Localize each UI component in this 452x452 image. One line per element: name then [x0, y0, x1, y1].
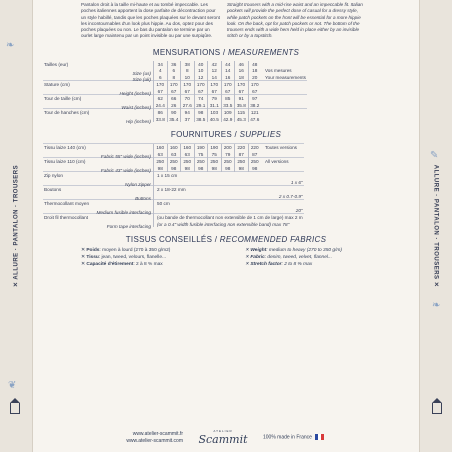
value-cell: 70 — [181, 95, 195, 102]
size-cell: 6 — [154, 74, 168, 81]
supply-row — [43, 158, 304, 165]
brand-name: Scammit — [198, 433, 248, 446]
fabrics-fr — [81, 248, 231, 268]
value-cell: 47.6 — [248, 116, 261, 123]
size-cell: 44 — [221, 61, 235, 68]
value-cell: 27.6 — [181, 102, 195, 109]
value-cell: 74 — [194, 95, 208, 102]
value-cell: 86 — [154, 109, 168, 116]
size-cell: 18 — [248, 67, 261, 74]
note-cell: All versions — [261, 158, 304, 165]
fabric-value: : 2 à 8 % max — [133, 261, 163, 267]
value-cell: 170 — [248, 81, 261, 88]
fabric-value: : denim, tweed, velvet, flannel... — [264, 255, 332, 261]
brand-small: ATELIER — [213, 429, 233, 433]
note-cell — [261, 102, 307, 109]
fabrics-title: TISSUS CONSEILLÉS / RECOMMENDED FABRICS — [125, 235, 327, 245]
value-cell: 35.4 — [167, 116, 181, 123]
label-text: Tissu laize 110 (cm) — [44, 159, 86, 165]
size-cell: 42 — [208, 61, 222, 68]
value-cell: 250 — [194, 158, 208, 165]
fabrics-section — [33, 235, 419, 268]
value-cell: 37 — [181, 116, 195, 123]
value-cell: 87 — [248, 151, 261, 158]
note-cell — [261, 81, 307, 88]
size-cell: 40 — [194, 61, 208, 68]
label-text: Zip nylon — [44, 173, 64, 179]
label-sub: Size (uk) — [132, 77, 151, 83]
supplies-title: FOURNITURES / SUPPLIES — [170, 130, 282, 140]
label-text: Tissu laize 140 (cm) — [44, 145, 86, 151]
fabric-item — [245, 262, 395, 269]
value-cell: 250 — [208, 158, 222, 165]
value-cell: 170 — [154, 81, 168, 88]
value-cell: 250 — [221, 158, 235, 165]
size-cell: 14 — [221, 67, 235, 74]
size-cell: 16 — [235, 67, 249, 74]
supply-text: (or a 0.4" width fusible interfacing non extensible band) max 78" — [154, 221, 304, 228]
note-cell — [261, 88, 307, 95]
note-cell: Your measurements — [265, 74, 306, 80]
supply-row — [43, 193, 304, 200]
row-label — [43, 221, 154, 228]
left-margin — [0, 0, 33, 452]
value-cell: 67 — [221, 88, 235, 95]
france-flag-icon — [315, 434, 324, 440]
value-cell: 98 — [194, 165, 208, 172]
fabric-value: : jean, tweed, velours, flanelle... — [98, 255, 167, 261]
cross-icon: ✕ — [245, 261, 251, 267]
supply-row — [43, 207, 304, 214]
value-cell: 38.5 — [194, 116, 208, 123]
label-text: Fabric 43" wide (inches) — [100, 168, 151, 174]
footer — [33, 429, 419, 446]
value-cell: 45.3 — [235, 116, 249, 123]
row-label — [43, 158, 154, 165]
size-cell: 16 — [221, 74, 235, 81]
table-row — [43, 81, 307, 88]
value-cell: 67 — [194, 88, 208, 95]
fabric-item — [81, 262, 231, 269]
row-label — [43, 151, 154, 158]
row-label — [43, 186, 154, 193]
label-text: Form tape interfacing — [106, 224, 151, 230]
fabric-value: : medium to heavy (270 to 350 g/m) — [266, 248, 342, 254]
table-row — [43, 88, 307, 95]
measurements-section — [33, 48, 419, 123]
intro-en: Straight trousers with a mid-rise waist and an impeccable fit. Italian pockets will provide the perfect dose of casual for a dressy style, while patch pockets on the front will be essential for a more hippie look. On the back, opt for patch pockets or not. The bottom of the trousers ends with a wide hem held in place either by an invisible stitch or by a topstitch. — [227, 2, 363, 39]
cross-icon: ✕ — [245, 248, 251, 254]
value-cell: 160 — [154, 144, 168, 151]
supply-text: 2 x 18-22 mm — [154, 186, 304, 193]
row-label — [43, 95, 154, 102]
fabric-key: Weight — [250, 248, 267, 254]
value-cell: 98 — [235, 165, 249, 172]
value-cell: 79 — [221, 151, 235, 158]
size-cell: 10 — [194, 67, 208, 74]
supply-row — [43, 214, 304, 221]
label-text: Nylon zipper — [124, 182, 151, 188]
label-text: Thermocollant moyen — [44, 201, 90, 207]
value-cell: 220 — [248, 144, 261, 151]
value-cell: 250 — [248, 158, 261, 165]
size-cell: 20 — [248, 74, 261, 81]
value-cell: 250 — [154, 158, 168, 165]
value-cell: 200 — [221, 144, 235, 151]
value-cell: 40.5 — [208, 116, 222, 123]
value-cell: 66 — [167, 95, 181, 102]
value-cell: 170 — [221, 81, 235, 88]
value-cell: 38.2 — [248, 102, 261, 109]
row-label — [43, 214, 154, 221]
size-cell: 34 — [154, 61, 168, 68]
website-fr-link[interactable]: www.atelier-scammit.fr — [132, 430, 183, 437]
value-cell: 33.8 — [154, 116, 168, 123]
supply-row — [43, 179, 304, 186]
value-cell: 63 — [181, 151, 195, 158]
left-side-label: ✕ ALLURE · PANTALON · TROUSERS — [13, 164, 20, 288]
row-label — [43, 193, 154, 200]
table-row — [43, 109, 307, 116]
value-cell: 98 — [181, 165, 195, 172]
value-cell: 63 — [154, 151, 168, 158]
value-cell: 98 — [167, 165, 181, 172]
intro-fr: Pantalon droit à la taille mi-haute et au tombé impeccable. Les poches italiennes apportent la dose parfaite de décontraction pour un style habillé, tandis que les poches plaquées sur le devant seront les incontournables d'un look plus hippie. Au dos, optez pour des poches plaquées ou non. Le bas du pantalon se termine par un ourlet large maintenu par un point invisible ou par une surpiqûre. — [81, 2, 220, 39]
label-sub: Size (us) — [132, 70, 151, 76]
bird-icon: ✎ — [430, 150, 439, 161]
label-text: Boutons — [44, 187, 62, 193]
supply-text: 2 x 0.7-0.9" — [154, 193, 304, 200]
value-cell: 67 — [248, 88, 261, 95]
fabric-key: Capacité d'étirement — [86, 261, 134, 267]
note-cell — [261, 151, 304, 158]
label-text: Hip (inches) — [125, 119, 151, 125]
website-com-link[interactable]: www.atelier-scammit.com — [126, 437, 183, 444]
value-cell: 170 — [235, 81, 249, 88]
fabric-lists — [33, 248, 419, 268]
intro — [33, 0, 419, 40]
fabric-key: Fabric — [250, 255, 265, 261]
row-label — [43, 74, 154, 81]
label-text: Buttons — [135, 196, 151, 202]
size-cell: 8 — [167, 74, 181, 81]
label-text: Height (inches) — [119, 91, 151, 97]
fabric-key: Poids — [86, 248, 100, 254]
value-cell: 190 — [194, 144, 208, 151]
supply-row — [43, 221, 304, 228]
value-cell: 170 — [194, 81, 208, 88]
label-text: Fabric 55" wide (inches) — [100, 154, 151, 160]
value-cell: 67 — [154, 88, 168, 95]
value-cell: 87 — [235, 151, 249, 158]
supply-row — [43, 172, 304, 179]
value-cell: 94 — [181, 109, 195, 116]
sheet — [33, 0, 419, 452]
value-cell: 220 — [235, 144, 249, 151]
value-cell: 85 — [221, 95, 235, 102]
made-in-france — [263, 434, 403, 440]
label-text: Droit fil thermocollant — [44, 215, 89, 221]
note-cell: Toutes versions — [261, 144, 304, 151]
value-cell: 67 — [235, 88, 249, 95]
value-cell: 26 — [167, 102, 181, 109]
value-cell: 98 — [221, 165, 235, 172]
label-text: Waist (inches) — [121, 105, 151, 111]
fabric-value: : moyen à lourd (270 à 350 g/m2) — [99, 248, 171, 254]
label-text: Medium fusible interfacing — [96, 210, 151, 216]
row-label — [43, 102, 154, 109]
fabric-key: Tissu — [86, 255, 99, 261]
value-cell: 160 — [181, 144, 195, 151]
value-cell: 79 — [208, 95, 222, 102]
cross-icon: ✕ — [245, 255, 251, 261]
value-cell: 250 — [181, 158, 195, 165]
row-label — [43, 179, 154, 186]
note-cell — [261, 165, 304, 172]
value-cell: 170 — [167, 81, 181, 88]
value-cell: 91 — [235, 95, 249, 102]
size-cell: 6 — [167, 67, 181, 74]
value-cell: 90 — [167, 109, 181, 116]
fabrics-en — [245, 248, 395, 268]
fabric-item — [245, 255, 395, 262]
table-row — [43, 116, 307, 123]
label-text: Tour de hanches (cm) — [44, 110, 90, 116]
row-label — [43, 81, 154, 88]
supply-text: 20" — [154, 207, 304, 214]
value-cell: 98 — [248, 165, 261, 172]
fabric-item — [81, 255, 231, 262]
cross-icon: ✕ — [81, 255, 87, 261]
size-cell: 36 — [167, 61, 181, 68]
note-cell — [261, 95, 307, 102]
size-cell: 46 — [235, 61, 249, 68]
size-cell: 14 — [208, 74, 222, 81]
value-cell: 97 — [248, 95, 261, 102]
supply-text: 50 cm — [154, 200, 304, 207]
leaf-icon: ❧ — [432, 300, 441, 311]
value-cell: 109 — [221, 109, 235, 116]
supply-row — [43, 200, 304, 207]
value-cell: 63 — [167, 151, 181, 158]
value-cell: 67 — [181, 88, 195, 95]
measurements-table — [43, 61, 307, 123]
website-links — [33, 431, 183, 445]
supply-row — [43, 165, 304, 172]
brand-logo — [183, 429, 263, 446]
value-cell: 160 — [167, 144, 181, 151]
supply-text: 1 x 6" — [154, 179, 304, 186]
value-cell: 170 — [208, 81, 222, 88]
size-cell: 48 — [248, 61, 261, 68]
value-cell: 62 — [154, 95, 168, 102]
size-cell: 4 — [154, 67, 168, 74]
supply-text: 1 x 15 cm — [154, 172, 304, 179]
supplies-section — [33, 130, 419, 230]
row-label — [43, 165, 154, 172]
value-cell: 98 — [154, 165, 168, 172]
value-cell: 24.4 — [154, 102, 168, 109]
size-row — [43, 74, 307, 81]
supply-text: (ou bande de thermocollant non extensible de 1 cm de large) max 2 m — [154, 214, 304, 221]
leaf-icon: ❧ — [6, 40, 15, 51]
row-label — [43, 88, 154, 95]
row-label — [43, 207, 154, 214]
supply-row — [43, 151, 304, 158]
value-cell: 29.1 — [194, 102, 208, 109]
right-margin — [419, 0, 452, 452]
value-cell: 121 — [248, 109, 261, 116]
note-cell — [261, 116, 307, 123]
size-cell: 12 — [208, 67, 222, 74]
value-cell: 35.8 — [235, 102, 249, 109]
size-cell: 38 — [181, 61, 195, 68]
note-cell — [261, 109, 307, 116]
value-cell: 75 — [194, 151, 208, 158]
measurements-title: MENSURATIONS / MEASUREMENTS — [152, 47, 300, 57]
right-side-label: ALLURE · PANTALON · TROUSERS ✕ — [432, 164, 439, 288]
row-label — [43, 144, 154, 151]
label-text: Stature (cm) — [44, 82, 70, 88]
value-cell: 33.5 — [221, 102, 235, 109]
value-cell: 98 — [194, 109, 208, 116]
value-cell: 190 — [208, 144, 222, 151]
table-row — [43, 95, 307, 102]
value-cell: 250 — [235, 158, 249, 165]
value-cell: 103 — [208, 109, 222, 116]
value-cell: 67 — [208, 88, 222, 95]
size-cell: 18 — [235, 74, 249, 81]
note-cell: Vos mesures — [265, 68, 292, 74]
value-cell: 250 — [167, 158, 181, 165]
fabric-key: Stretch factor — [250, 261, 282, 267]
house-icon — [432, 403, 442, 414]
row-label — [43, 172, 154, 179]
value-cell: 31.1 — [208, 102, 222, 109]
row-label — [43, 116, 154, 123]
supply-row — [43, 144, 304, 151]
size-cell: 12 — [194, 74, 208, 81]
value-cell: 115 — [235, 109, 249, 116]
row-label — [43, 200, 154, 207]
value-cell: 42.9 — [221, 116, 235, 123]
label-text: Tailles (eur) — [44, 61, 69, 67]
value-cell: 75 — [208, 151, 222, 158]
cross-icon: ✕ — [81, 248, 87, 254]
label-text: Tour de taille (cm) — [44, 96, 82, 102]
value-cell: 170 — [181, 81, 195, 88]
fabric-value: : 2 to 8 % max — [281, 261, 313, 267]
size-cell: 10 — [181, 74, 195, 81]
supplies-table — [43, 143, 304, 230]
table-row — [43, 102, 307, 109]
value-cell: 67 — [167, 88, 181, 95]
cross-icon: ✕ — [81, 261, 87, 267]
size-cell: 8 — [181, 67, 195, 74]
made-text: 100% made in France — [263, 434, 312, 441]
value-cell: 98 — [208, 165, 222, 172]
leaf-icon: ❦ — [8, 380, 17, 391]
supply-row — [43, 186, 304, 193]
row-label — [43, 109, 154, 116]
house-icon — [10, 403, 20, 414]
